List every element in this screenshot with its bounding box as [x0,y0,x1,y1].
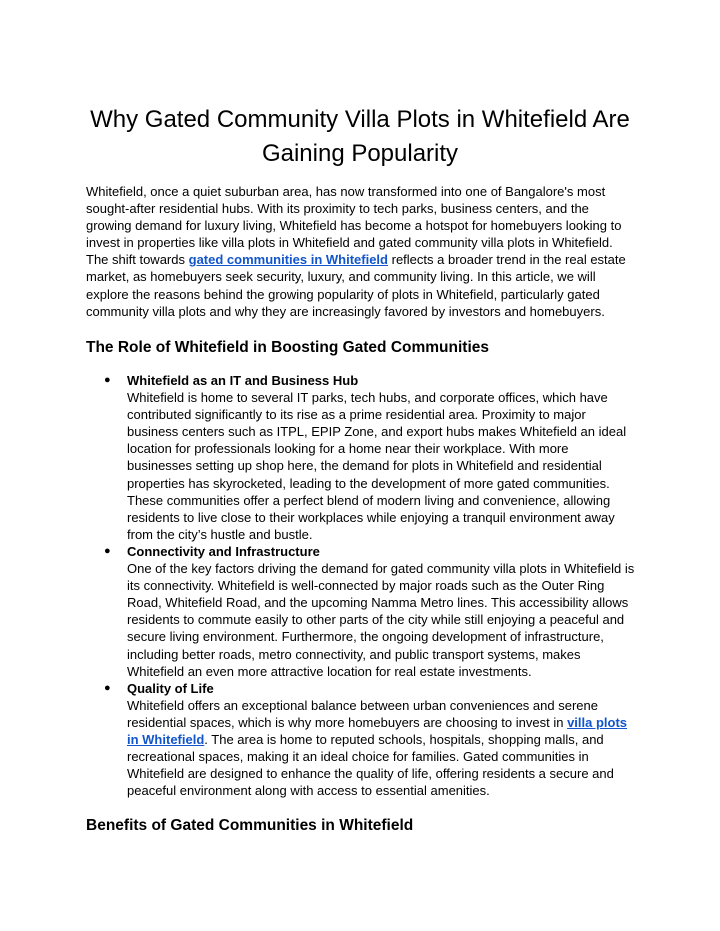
list-item-title: Whitefield as an IT and Business Hub [127,373,359,388]
section-heading-benefits: Benefits of Gated Communities in Whitefield [86,817,414,834]
gated-communities-link[interactable]: gated communities in Whitefield [188,252,388,268]
bullet-list [86,372,646,799]
list-item-text-after: . The area is home to reputed schools, hospitals, shopping malls, and recreational spaces, making it an ideal choice for families. Gated communities in Whitefield are designed to enhance the quality of life, offering residents a secure and peaceful environment along with access to essential amenities. [127,731,614,799]
villa-plots-link[interactable]: villa plots in Whitefield [127,714,628,747]
intro-text-before: Whitefield, once a quiet suburban area, has now transformed into one of Bangalore's most sought-after residential hubs. With its proximity to tech parks, business centers, and the growing demand for luxury living, Whitefield has become a hotspot for homebuyers looking to invest in properties like villa plots in Whitefield and gated community villa plots in Whitefield. The shift towards [86,184,622,268]
intro-paragraph [86,183,638,320]
list-item [86,543,646,680]
list-item-text: Whitefield is home to several IT parks, tech hubs, and corporate offices, which have contributed significantly to its rise as a prime residential area. Proximity to major business centers such as ITPL, EPIP Zone, and export hubs makes Whitefield an ideal location for professionals looking for a home near their workplace. With more businesses setting up shop here, the demand for plots in Whitefield and residential properties has skyrocketed, leading to the development of more gated communities. These communities offer a perfect blend of modern living and convenience, allowing residents to live close to their workplaces while enjoying a tranquil environment away from the city’s hustle and bustle. [127,390,627,542]
list-item-text [127,697,637,800]
list-item-title: Quality of Life [127,680,214,696]
bullet-icon: ● [104,681,111,694]
intro-text-after: reflects a broader trend in the real estate market, as homebuyers seek security, luxury, and community living. In this article, we will explore the reasons behind the growing popularity of plots in Whitefield, particularly gated community villa plots and why they are increasingly favored by investors and homebuyers. [86,252,626,319]
list-item [86,680,646,800]
page-title: Why Gated Community Villa Plots in Whitefield Are Gaining Popularity [90,106,630,167]
list-item-text-before: Whitefield offers an exceptional balance between urban conveniences and serene residential spaces, which is why more homebuyers are choosing to invest in [127,697,598,730]
list-item [86,372,646,543]
list-item-text: One of the key factors driving the demand for gated community villa plots in Whitefield is its connectivity. Whitefield is well-connected by major roads such as the Outer Ring Road, Whitefield Road, and the upcoming Namma Metro lines. This accessibility allows residents to commute easily to other parts of the city while still enjoying a peaceful and secure living environment. Furthermore, the ongoing development of infrastructure, including better roads, metro connectivity, and public transport systems, makes Whitefield an even more attractive location for real estate investments. [127,561,635,679]
list-item-title: Connectivity and Infrastructure [127,543,320,559]
section-heading-role: The Role of Whitefield in Boosting Gated Communities [86,339,489,356]
bullet-icon: ● [104,544,111,557]
bullet-icon: ● [104,374,111,386]
